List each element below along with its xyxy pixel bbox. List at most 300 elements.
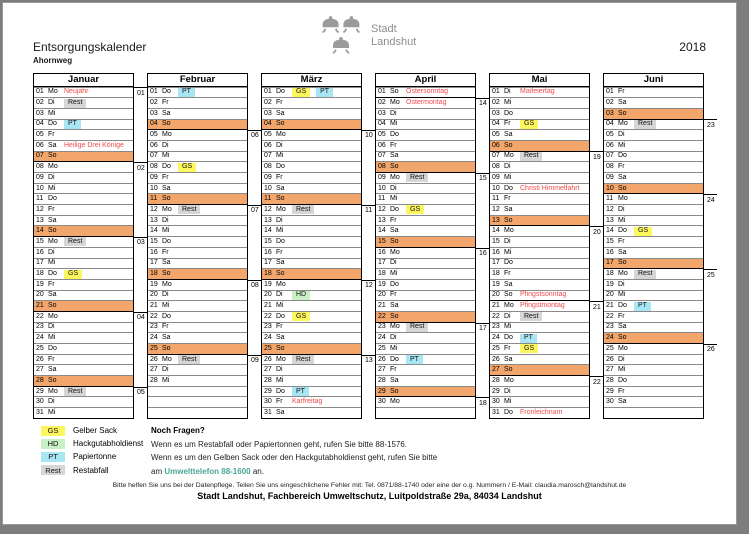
holiday-label: Maifeiertag	[520, 88, 555, 96]
day-number: 11	[606, 195, 614, 203]
day-row	[262, 151, 361, 162]
day-weekday: Di	[48, 173, 55, 181]
day-number: 13	[150, 216, 158, 224]
badge-gs: GS	[292, 88, 310, 97]
day-number: 08	[606, 163, 614, 171]
day-row	[262, 407, 361, 418]
day-row	[34, 279, 133, 290]
day-weekday: So	[48, 152, 57, 160]
day-row	[34, 386, 133, 397]
day-number: 14	[150, 227, 158, 235]
day-row	[376, 386, 475, 397]
week-number: 23	[704, 119, 717, 130]
legend-item-rest	[41, 464, 143, 477]
day-row	[604, 247, 703, 258]
day-number: 15	[492, 237, 500, 245]
day-weekday: So	[276, 195, 285, 203]
month-title: März	[262, 74, 361, 87]
day-weekday: Mo	[48, 237, 58, 245]
badge-gs: GS	[178, 163, 196, 172]
day-weekday: Mi	[162, 152, 170, 160]
day-row	[490, 354, 589, 365]
day-row	[34, 161, 133, 172]
day-row	[34, 258, 133, 269]
badge-rest: Rest	[634, 270, 656, 279]
day-row	[604, 172, 703, 183]
day-weekday: Fr	[618, 163, 625, 171]
day-number: 12	[492, 205, 500, 213]
day-weekday: Sa	[162, 109, 171, 117]
day-weekday: Mo	[504, 227, 514, 235]
day-number: 08	[150, 163, 158, 171]
stadt-landshut-logo	[321, 15, 416, 57]
day-weekday: Mo	[390, 99, 400, 107]
day-row	[262, 193, 361, 204]
day-weekday: Do	[162, 312, 171, 320]
week-number: 26	[704, 344, 717, 355]
day-row	[490, 193, 589, 204]
day-row	[490, 300, 589, 311]
day-number: 02	[264, 99, 272, 107]
day-row	[376, 396, 475, 407]
day-number: 07	[378, 152, 386, 160]
day-row	[604, 129, 703, 140]
day-number: 15	[264, 237, 272, 245]
day-number: 27	[150, 366, 158, 374]
month-table-mai	[489, 73, 590, 419]
day-row	[604, 386, 703, 397]
day-number: 30	[264, 398, 272, 406]
calendar	[33, 73, 717, 419]
day-number: 25	[36, 344, 44, 352]
day-number: 22	[606, 312, 614, 320]
day-number: 27	[606, 366, 614, 374]
day-number: 21	[378, 302, 386, 310]
day-number: 05	[492, 131, 500, 139]
day-row	[376, 204, 475, 215]
day-row	[376, 258, 475, 269]
day-row	[604, 236, 703, 247]
day-number: 22	[492, 312, 500, 320]
day-number: 01	[492, 88, 500, 96]
week-number: 21	[590, 301, 603, 312]
day-number: 14	[378, 227, 386, 235]
week-number: 16	[476, 248, 489, 259]
day-weekday: So	[390, 312, 399, 320]
day-row	[604, 343, 703, 354]
day-weekday: Sa	[618, 398, 627, 406]
day-number: 29	[378, 387, 386, 395]
day-row	[490, 236, 589, 247]
holiday-label: Fronleichnam	[520, 408, 563, 416]
day-row	[34, 247, 133, 258]
day-number: 27	[378, 366, 386, 374]
month-unit-februar	[147, 73, 261, 419]
day-weekday: Mo	[48, 387, 58, 395]
day-row	[262, 87, 361, 98]
day-number: 22	[150, 312, 158, 320]
badge-rest: Rest	[634, 120, 656, 129]
day-number: 19	[492, 280, 500, 288]
day-row	[604, 151, 703, 162]
day-weekday: Mo	[504, 302, 514, 310]
day-row	[490, 225, 589, 236]
day-weekday: Fr	[618, 387, 625, 395]
day-row	[148, 225, 247, 236]
week-number-gutter	[704, 73, 717, 419]
day-number: 10	[264, 184, 272, 192]
day-number: 08	[378, 163, 386, 171]
day-row	[490, 172, 589, 183]
day-row	[262, 322, 361, 333]
day-number: 21	[264, 302, 272, 310]
day-number: 03	[264, 109, 272, 117]
day-row	[34, 129, 133, 140]
day-weekday: Sa	[162, 334, 171, 342]
day-number: 25	[378, 344, 386, 352]
day-row	[34, 108, 133, 119]
day-weekday: Di	[390, 259, 397, 267]
day-weekday: Fr	[162, 173, 169, 181]
day-weekday: Do	[390, 355, 399, 363]
day-number: 23	[378, 323, 386, 331]
logo-text-line1: Stadt	[371, 23, 397, 35]
day-row	[34, 204, 133, 215]
day-number: 05	[606, 131, 614, 139]
week-number: 06	[248, 130, 261, 141]
day-number: 17	[606, 259, 614, 267]
day-row	[262, 279, 361, 290]
day-row	[262, 300, 361, 311]
pt-badge: PT	[41, 452, 65, 462]
day-weekday: Mo	[276, 131, 286, 139]
month-table-juni	[603, 73, 704, 419]
day-weekday: Mo	[390, 323, 400, 331]
day-row	[376, 161, 475, 172]
day-row	[490, 215, 589, 226]
day-weekday: So	[162, 195, 171, 203]
day-row	[148, 268, 247, 279]
day-row	[262, 375, 361, 386]
week-number: 22	[590, 376, 603, 387]
day-number: 31	[264, 408, 272, 416]
day-row	[490, 140, 589, 151]
day-weekday: Sa	[390, 376, 399, 384]
day-number: 02	[606, 99, 614, 107]
day-row	[262, 290, 361, 301]
legend-label: Hackgutabholdienst	[73, 439, 144, 449]
day-number: 25	[150, 344, 158, 352]
day-number: 28	[264, 376, 272, 384]
day-row	[148, 151, 247, 162]
day-weekday: Di	[276, 216, 283, 224]
day-number: 06	[378, 141, 386, 149]
day-weekday: Do	[618, 227, 627, 235]
day-row	[262, 311, 361, 322]
day-weekday: Di	[48, 248, 55, 256]
week-number: 09	[248, 355, 261, 366]
day-weekday: Do	[162, 163, 171, 171]
day-weekday: Mi	[48, 408, 56, 416]
day-number: 23	[606, 323, 614, 331]
day-number: 27	[492, 366, 500, 374]
day-number: 28	[36, 376, 44, 384]
day-row	[490, 343, 589, 354]
week-number-gutter	[134, 73, 147, 419]
holiday-label: Ostermontag	[406, 99, 447, 107]
day-number: 10	[606, 184, 614, 192]
day-row	[376, 343, 475, 354]
day-number: 04	[150, 120, 158, 128]
legend-label: Restabfall	[73, 465, 109, 475]
day-weekday: Sa	[618, 248, 627, 256]
day-number: 19	[264, 280, 272, 288]
day-weekday: Mo	[390, 398, 400, 406]
day-row	[34, 225, 133, 236]
week-number: 15	[476, 173, 489, 184]
day-number: 24	[36, 334, 44, 342]
day-number: 16	[36, 248, 44, 256]
day-number: 03	[606, 109, 614, 117]
day-number: 09	[606, 173, 614, 181]
day-weekday: So	[48, 376, 57, 384]
day-row	[604, 193, 703, 204]
gs-badge: GS	[41, 426, 65, 436]
badge-rest: Rest	[64, 99, 86, 108]
day-number: 12	[264, 205, 272, 213]
badge-pt: PT	[292, 387, 309, 396]
week-number: 19	[590, 151, 603, 162]
day-number: 18	[492, 270, 500, 278]
badge-pt: PT	[64, 120, 81, 129]
day-weekday: Do	[48, 195, 57, 203]
day-number: 08	[264, 163, 272, 171]
day-number: 09	[378, 173, 386, 181]
badge-rest: Rest	[64, 387, 86, 396]
day-row	[148, 172, 247, 183]
day-number: 06	[36, 141, 44, 149]
day-number: 17	[492, 259, 500, 267]
day-number: 30	[606, 398, 614, 406]
day-number: 06	[606, 141, 614, 149]
day-weekday: Mo	[618, 120, 628, 128]
day-number: 26	[378, 355, 386, 363]
day-weekday: Mo	[162, 355, 172, 363]
day-number: 17	[36, 259, 44, 267]
day-row	[490, 364, 589, 375]
day-weekday: Mi	[504, 173, 512, 181]
day-number: 29	[492, 387, 500, 395]
day-weekday: Do	[618, 376, 627, 384]
day-row	[604, 140, 703, 151]
day-weekday: Mi	[48, 259, 56, 267]
day-row	[262, 332, 361, 343]
day-weekday: Mo	[162, 280, 172, 288]
day-number: 01	[150, 88, 158, 96]
day-row	[148, 183, 247, 194]
legend	[41, 424, 143, 477]
day-weekday: Di	[390, 109, 397, 117]
day-weekday: So	[390, 163, 399, 171]
day-row	[604, 375, 703, 386]
day-weekday: Mo	[504, 376, 514, 384]
day-row	[490, 311, 589, 322]
day-number: 16	[378, 248, 386, 256]
day-weekday: So	[618, 334, 627, 342]
day-row	[604, 87, 703, 98]
day-weekday: Sa	[618, 99, 627, 107]
day-weekday: Mi	[618, 366, 626, 374]
month-title: April	[376, 74, 475, 87]
day-weekday: Sa	[390, 152, 399, 160]
day-number: 19	[606, 280, 614, 288]
day-number: 23	[150, 323, 158, 331]
day-weekday: Do	[48, 120, 57, 128]
day-row	[34, 97, 133, 108]
day-number: 24	[264, 334, 272, 342]
day-number: 06	[492, 141, 500, 149]
day-number: 21	[36, 302, 44, 310]
day-row	[262, 172, 361, 183]
day-row	[34, 375, 133, 386]
day-number: 21	[150, 302, 158, 310]
badge-gs: GS	[520, 120, 538, 129]
day-number: 20	[36, 291, 44, 299]
day-weekday: Mi	[504, 248, 512, 256]
day-weekday: Mi	[618, 141, 626, 149]
day-weekday: Fr	[48, 205, 55, 213]
day-row	[34, 354, 133, 365]
day-row	[34, 300, 133, 311]
day-number: 13	[378, 216, 386, 224]
day-number: 23	[36, 323, 44, 331]
day-number: 13	[264, 216, 272, 224]
day-weekday: Sa	[618, 173, 627, 181]
day-number: 02	[492, 99, 500, 107]
day-number: 13	[36, 216, 44, 224]
day-weekday: Di	[162, 216, 169, 224]
questions-line3-pre: am	[151, 466, 165, 476]
day-row	[148, 87, 247, 98]
day-row	[604, 290, 703, 301]
day-weekday: Mi	[618, 291, 626, 299]
day-weekday: Do	[162, 88, 171, 96]
holiday-label: Pfingstsonntag	[520, 291, 567, 299]
day-number: 15	[36, 237, 44, 245]
day-number: 27	[36, 366, 44, 374]
day-weekday: Mi	[276, 227, 284, 235]
day-weekday: Mo	[276, 355, 286, 363]
day-row	[34, 87, 133, 98]
day-number: 07	[606, 152, 614, 160]
street-name: Ahornweg	[33, 56, 73, 65]
day-number: 08	[36, 163, 44, 171]
day-weekday: Mi	[504, 99, 512, 107]
day-row	[376, 354, 475, 365]
day-number: 27	[264, 366, 272, 374]
day-weekday: Sa	[48, 216, 57, 224]
day-row	[34, 119, 133, 130]
day-weekday: Mo	[390, 248, 400, 256]
day-number: 09	[264, 173, 272, 181]
day-weekday: So	[162, 270, 171, 278]
day-row	[262, 183, 361, 194]
day-number: 30	[378, 398, 386, 406]
day-number: 30	[36, 398, 44, 406]
day-weekday: Sa	[618, 323, 627, 331]
day-number: 22	[264, 312, 272, 320]
day-row	[490, 183, 589, 194]
week-number: 02	[134, 162, 147, 173]
questions-block	[151, 424, 437, 478]
day-number: 05	[150, 131, 158, 139]
day-row	[376, 183, 475, 194]
badge-rest: Rest	[292, 205, 314, 214]
day-row	[148, 258, 247, 269]
day-row	[490, 268, 589, 279]
day-row	[604, 97, 703, 108]
day-weekday: Fr	[390, 291, 397, 299]
day-weekday: Di	[504, 387, 511, 395]
week-number: 07	[248, 205, 261, 216]
day-number: 11	[150, 195, 158, 203]
day-number: 15	[378, 237, 386, 245]
day-weekday: Mo	[48, 312, 58, 320]
day-row	[604, 354, 703, 365]
day-row	[490, 108, 589, 119]
day-weekday: Mi	[390, 195, 398, 203]
day-number: 14	[36, 227, 44, 235]
day-weekday: Sa	[504, 205, 513, 213]
day-row	[34, 311, 133, 322]
month-unit-januar	[33, 73, 147, 419]
day-number: 20	[264, 291, 272, 299]
day-row	[376, 119, 475, 130]
day-weekday: Do	[504, 184, 513, 192]
month-table-april	[375, 73, 476, 419]
day-weekday: Do	[48, 344, 57, 352]
month-unit-juni	[603, 73, 717, 419]
day-weekday: Di	[618, 355, 625, 363]
month-table-maerz	[261, 73, 362, 419]
holiday-label: Ostersonntag	[406, 88, 449, 96]
week-number: 10	[362, 130, 375, 141]
day-row	[34, 343, 133, 354]
day-row	[490, 258, 589, 269]
badge-rest: Rest	[520, 152, 542, 161]
day-number: 07	[264, 152, 272, 160]
holiday-label: Pfingstmontag	[520, 302, 565, 310]
day-number: 25	[492, 344, 500, 352]
footer-address-line: Stadt Landshut, Fachbereich Umweltschutz, Luitpoldstraße 29a, 84034 Landshut	[197, 491, 542, 501]
day-number: 28	[378, 376, 386, 384]
day-row	[262, 396, 361, 407]
day-number: 02	[150, 99, 158, 107]
day-weekday: Sa	[48, 366, 57, 374]
day-weekday: Do	[390, 131, 399, 139]
day-row	[604, 279, 703, 290]
day-row	[148, 300, 247, 311]
day-weekday: Do	[276, 163, 285, 171]
day-row	[262, 268, 361, 279]
day-weekday: Fr	[276, 398, 283, 406]
day-number: 30	[492, 398, 500, 406]
week-number-gutter	[476, 73, 489, 419]
month-unit-maerz	[261, 73, 375, 419]
day-number: 01	[378, 88, 386, 96]
day-number: 08	[492, 163, 500, 171]
day-weekday: Di	[504, 88, 511, 96]
